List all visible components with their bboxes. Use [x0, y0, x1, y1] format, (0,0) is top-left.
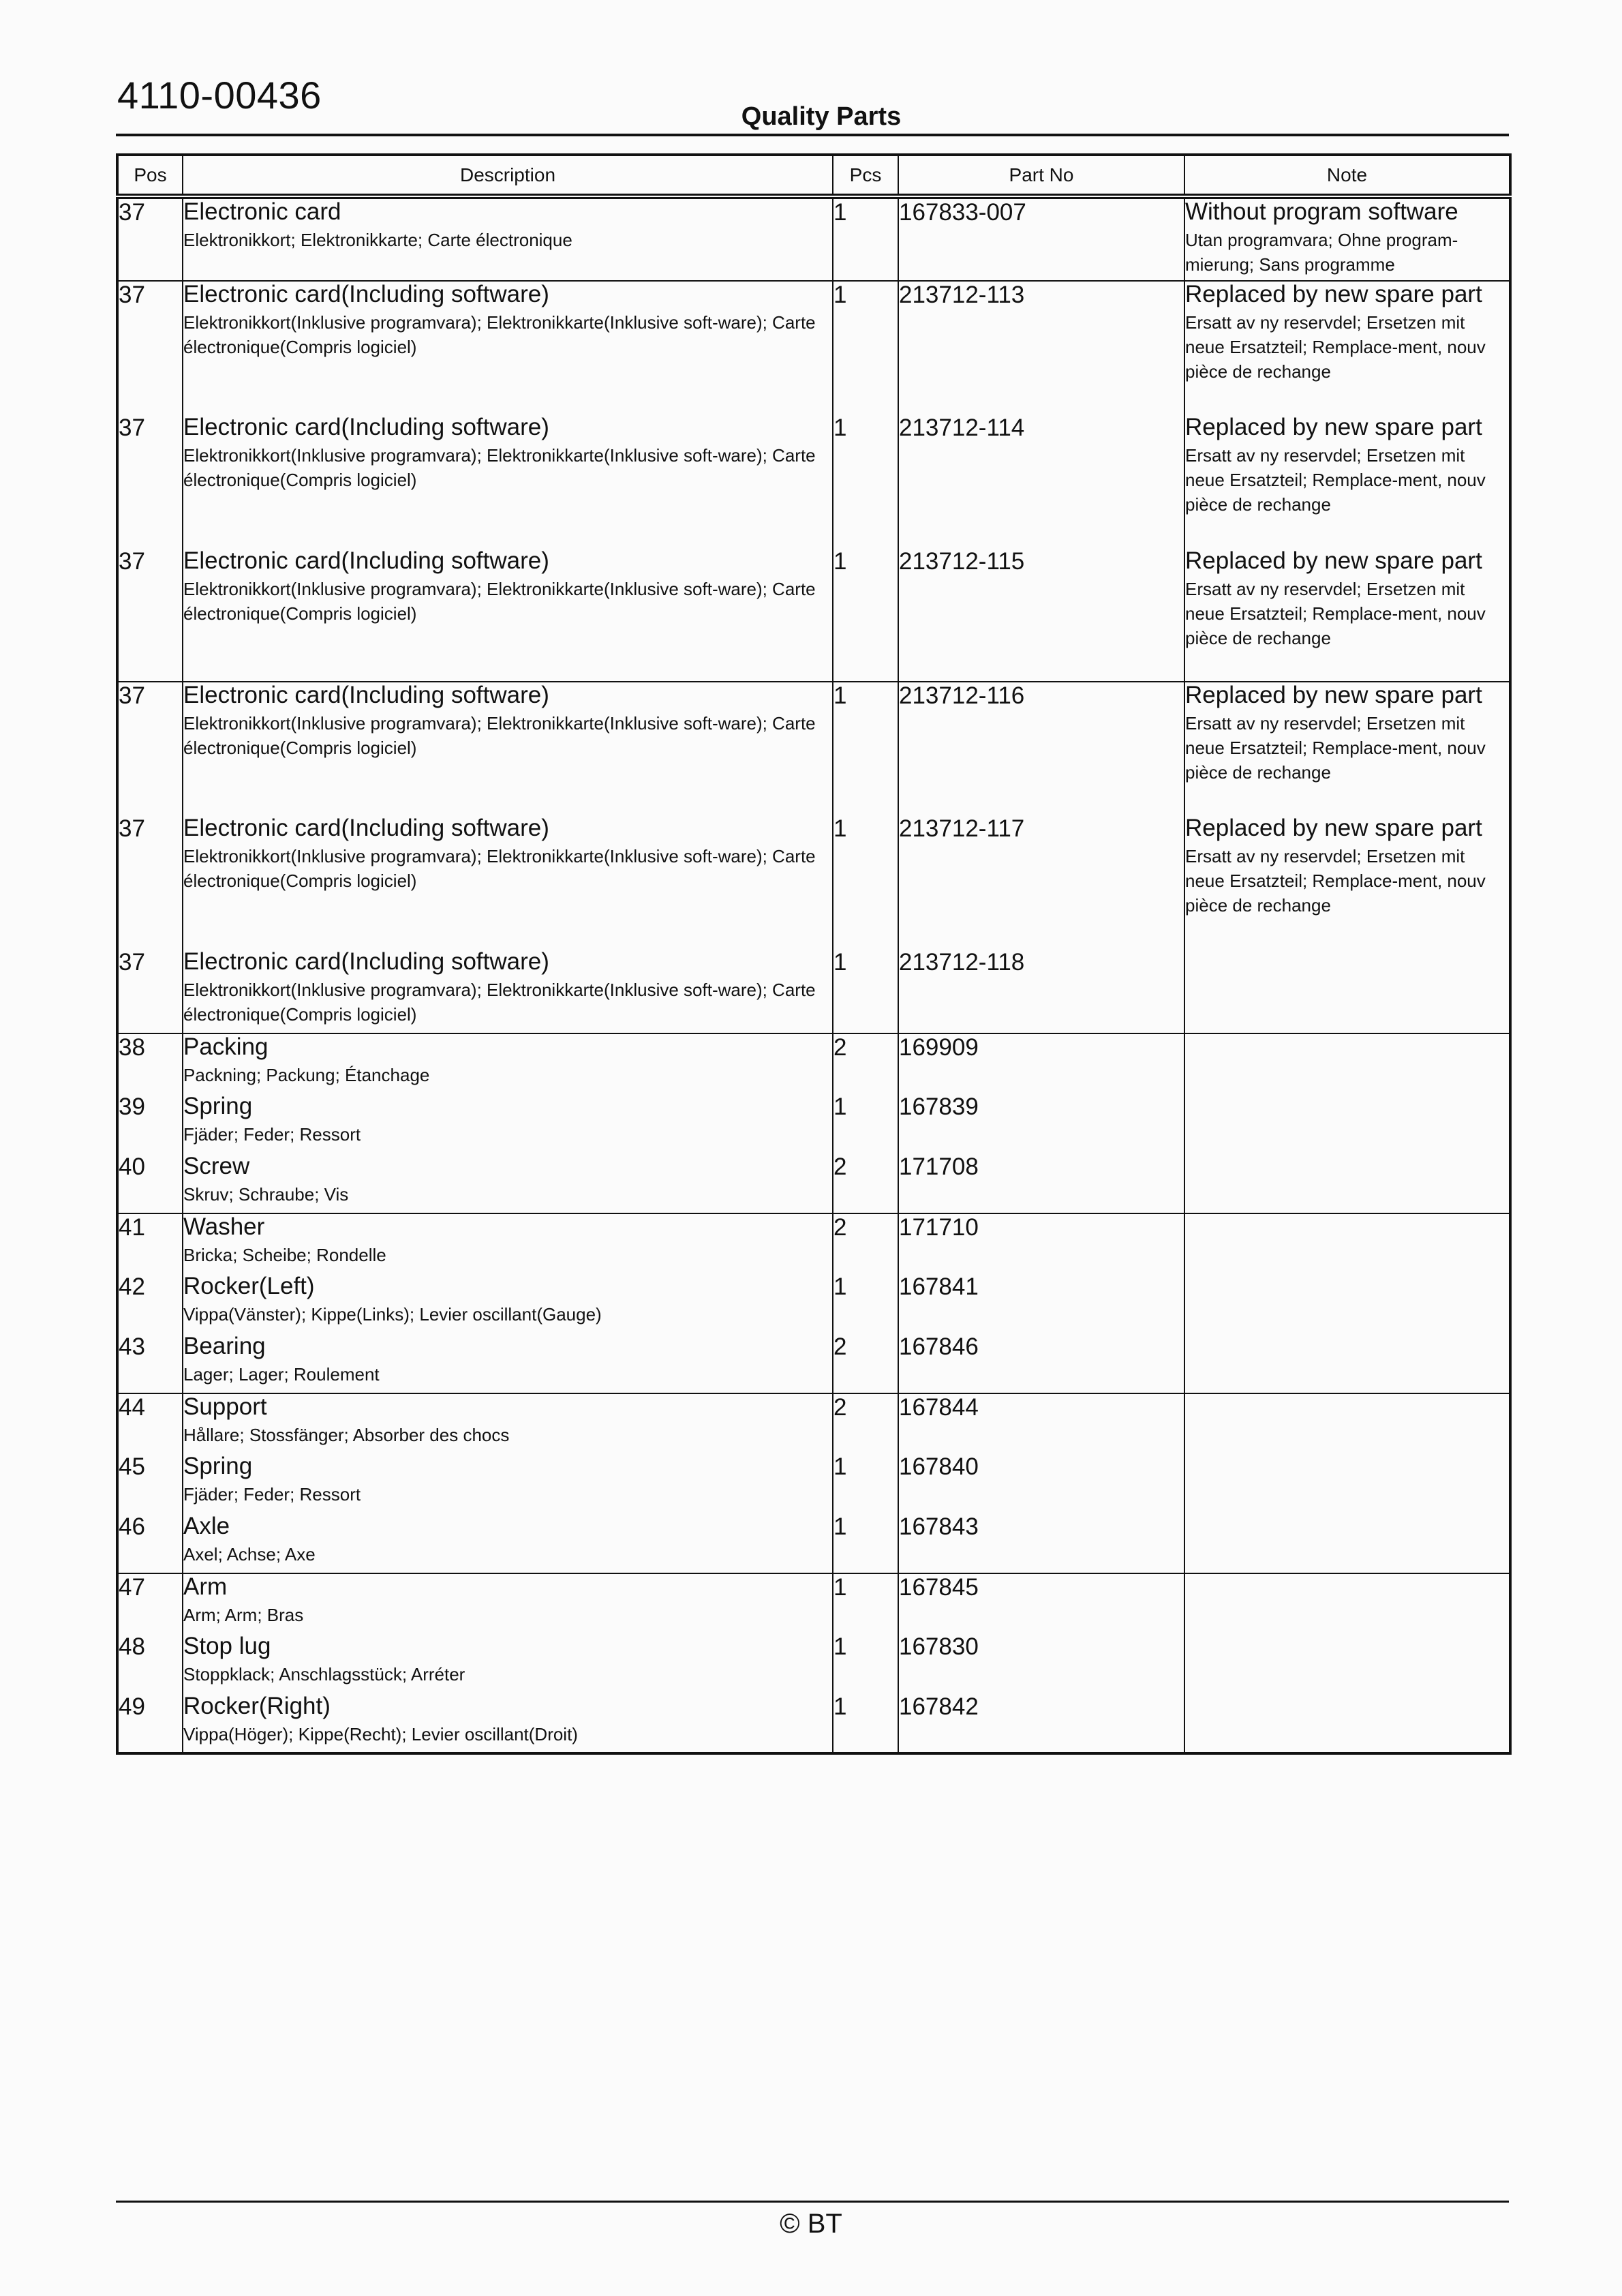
column-header-note: Note	[1184, 155, 1510, 196]
cell-pcs: 1	[833, 815, 898, 949]
part-name: Bearing	[183, 1333, 266, 1359]
cell-pos: 41	[117, 1213, 183, 1273]
note-text: Replaced by new spare part	[1185, 815, 1482, 841]
cell-description	[183, 1513, 833, 1573]
cell-pcs: 2	[833, 1153, 898, 1213]
part-name: Spring	[183, 1453, 253, 1479]
parts-table	[116, 153, 1512, 1755]
cell-pcs: 1	[833, 949, 898, 1033]
footer-divider	[116, 2201, 1509, 2203]
table-row	[117, 1033, 1510, 1093]
note-translations: Ersatt av ny reservdel; Ersetzen mit neue Ersatzteil; Remplace-ment, nouv pièce de rechange	[1185, 713, 1486, 783]
table-row	[117, 1633, 1510, 1693]
cell-pos: 44	[117, 1393, 183, 1453]
table-row	[117, 1573, 1510, 1633]
copyright: © BT	[780, 2209, 842, 2239]
part-name: Packing	[183, 1033, 269, 1060]
cell-note	[1184, 1033, 1510, 1093]
cell-part-no: 167833-007	[898, 196, 1184, 281]
cell-note	[1184, 682, 1510, 815]
cell-note	[1184, 815, 1510, 949]
cell-pos: 38	[117, 1033, 183, 1093]
parts-table-body	[117, 196, 1510, 1753]
cell-part-no: 167842	[898, 1693, 1184, 1753]
cell-note	[1184, 196, 1510, 281]
cell-part-no: 213712-117	[898, 815, 1184, 949]
cell-pcs: 1	[833, 548, 898, 682]
document-number: 4110-00436	[117, 74, 322, 117]
cell-pos: 40	[117, 1153, 183, 1213]
cell-pcs: 2	[833, 1213, 898, 1273]
cell-note	[1184, 1693, 1510, 1753]
cell-description	[183, 1273, 833, 1333]
cell-description	[183, 815, 833, 949]
part-name: Axle	[183, 1513, 230, 1539]
table-row	[117, 682, 1510, 815]
cell-pcs: 1	[833, 1093, 898, 1153]
cell-pos: 37	[117, 815, 183, 949]
part-name: Support	[183, 1393, 267, 1420]
cell-note	[1184, 548, 1510, 682]
part-translations: Hållare; Stossfänger; Absorber des chocs	[183, 1425, 510, 1445]
table-row	[117, 1213, 1510, 1273]
cell-part-no: 167839	[898, 1093, 1184, 1153]
part-translations: Vippa(Vänster); Kippe(Links); Levier oscillant(Gauge)	[183, 1304, 602, 1325]
header-divider	[116, 134, 1509, 136]
table-row	[117, 1093, 1510, 1153]
cell-description	[183, 949, 833, 1033]
part-translations: Axel; Achse; Axe	[183, 1544, 316, 1565]
cell-part-no: 167841	[898, 1273, 1184, 1333]
part-name: Washer	[183, 1213, 265, 1240]
cell-description	[183, 1153, 833, 1213]
table-row	[117, 414, 1510, 548]
part-name: Stop lug	[183, 1633, 271, 1659]
cell-pcs: 1	[833, 1573, 898, 1633]
table-header-row	[117, 155, 1510, 196]
cell-description	[183, 1573, 833, 1633]
part-translations: Packning; Packung; Étanchage	[183, 1065, 430, 1085]
cell-note	[1184, 1333, 1510, 1393]
note-translations: Utan programvara; Ohne program-mierung; Sans programme	[1185, 230, 1458, 275]
cell-note	[1184, 1633, 1510, 1693]
note-translations: Ersatt av ny reservdel; Ersetzen mit neue Ersatzteil; Remplace-ment, nouv pièce de rechange	[1185, 846, 1486, 916]
part-translations: Elektronikkort(Inklusive programvara); Elektronikkarte(Inklusive soft-ware); Carte électronique(Compris logiciel)	[183, 445, 816, 490]
note-text: Replaced by new spare part	[1185, 547, 1482, 574]
part-translations: Elektronikkort(Inklusive programvara); Elektronikkarte(Inklusive soft-ware); Carte électronique(Compris logiciel)	[183, 579, 816, 624]
cell-note	[1184, 1093, 1510, 1153]
cell-part-no: 213712-115	[898, 548, 1184, 682]
note-translations: Ersatt av ny reservdel; Ersetzen mit neue Ersatzteil; Remplace-ment, nouv pièce de rechange	[1185, 579, 1486, 648]
column-header-pcs: Pcs	[833, 155, 898, 196]
note-text: Replaced by new spare part	[1185, 281, 1482, 307]
cell-note	[1184, 1453, 1510, 1513]
part-translations: Elektronikkort(Inklusive programvara); Elektronikkarte(Inklusive soft-ware); Carte électronique(Compris logiciel)	[183, 846, 816, 891]
part-name: Screw	[183, 1153, 250, 1179]
cell-part-no: 167843	[898, 1513, 1184, 1573]
part-name: Rocker(Left)	[183, 1273, 315, 1299]
note-translations: Ersatt av ny reservdel; Ersetzen mit neue Ersatzteil; Remplace-ment, nouv pièce de rechange	[1185, 312, 1486, 382]
table-row	[117, 1453, 1510, 1513]
cell-note	[1184, 1573, 1510, 1633]
part-translations: Elektronikkort; Elektronikkarte; Carte électronique	[183, 230, 572, 250]
cell-description	[183, 1453, 833, 1513]
cell-pos: 42	[117, 1273, 183, 1333]
cell-note	[1184, 1153, 1510, 1213]
table-row	[117, 1513, 1510, 1573]
cell-pos: 37	[117, 414, 183, 548]
cell-pcs: 1	[833, 196, 898, 281]
cell-note	[1184, 1213, 1510, 1273]
cell-description	[183, 1633, 833, 1693]
note-text: Replaced by new spare part	[1185, 414, 1482, 440]
part-translations: Fjäder; Feder; Ressort	[183, 1124, 361, 1145]
cell-part-no: 167845	[898, 1573, 1184, 1633]
cell-description	[183, 1093, 833, 1153]
table-row	[117, 281, 1510, 414]
note-translations: Ersatt av ny reservdel; Ersetzen mit neue Ersatzteil; Remplace-ment, nouv pièce de rechange	[1185, 445, 1486, 515]
table-row	[117, 196, 1510, 281]
table-row	[117, 548, 1510, 682]
cell-description	[183, 414, 833, 548]
cell-part-no: 167844	[898, 1393, 1184, 1453]
table-row	[117, 1333, 1510, 1393]
part-translations: Vippa(Höger); Kippe(Recht); Levier oscillant(Droit)	[183, 1724, 578, 1744]
part-name: Electronic card(Including software)	[183, 547, 549, 574]
cell-part-no: 167846	[898, 1333, 1184, 1393]
part-name: Spring	[183, 1093, 253, 1119]
part-name: Electronic card(Including software)	[183, 948, 549, 975]
cell-part-no: 169909	[898, 1033, 1184, 1093]
cell-description	[183, 1213, 833, 1273]
cell-part-no: 171710	[898, 1213, 1184, 1273]
column-header-part-no: Part No	[898, 155, 1184, 196]
part-name: Electronic card(Including software)	[183, 414, 549, 440]
cell-pos: 39	[117, 1093, 183, 1153]
cell-pos: 45	[117, 1453, 183, 1513]
cell-description	[183, 1393, 833, 1453]
column-header-description: Description	[183, 155, 833, 196]
table-row	[117, 815, 1510, 949]
part-translations: Bricka; Scheibe; Rondelle	[183, 1245, 386, 1265]
cell-pcs: 1	[833, 1513, 898, 1573]
cell-pos: 37	[117, 281, 183, 414]
cell-description	[183, 281, 833, 414]
cell-part-no: 167840	[898, 1453, 1184, 1513]
part-translations: Elektronikkort(Inklusive programvara); Elektronikkarte(Inklusive soft-ware); Carte électronique(Compris logiciel)	[183, 713, 816, 758]
cell-pcs: 1	[833, 682, 898, 815]
cell-pos: 37	[117, 949, 183, 1033]
cell-pcs: 2	[833, 1393, 898, 1453]
page-title: Quality Parts	[741, 102, 902, 131]
cell-part-no: 213712-116	[898, 682, 1184, 815]
cell-pcs: 1	[833, 1693, 898, 1753]
cell-pos: 47	[117, 1573, 183, 1633]
column-header-pos: Pos	[117, 155, 183, 196]
part-translations: Arm; Arm; Bras	[183, 1605, 304, 1625]
cell-description	[183, 1033, 833, 1093]
cell-pcs: 2	[833, 1333, 898, 1393]
cell-note	[1184, 949, 1510, 1033]
cell-pcs: 1	[833, 1633, 898, 1693]
table-row	[117, 1393, 1510, 1453]
cell-description	[183, 682, 833, 815]
cell-pos: 48	[117, 1633, 183, 1693]
cell-pcs: 1	[833, 1453, 898, 1513]
part-name: Electronic card(Including software)	[183, 815, 549, 841]
cell-part-no: 213712-118	[898, 949, 1184, 1033]
part-name: Electronic card(Including software)	[183, 281, 549, 307]
cell-note	[1184, 1273, 1510, 1333]
table-row	[117, 1693, 1510, 1753]
cell-part-no: 167830	[898, 1633, 1184, 1693]
note-text: Without program software	[1185, 198, 1458, 225]
cell-pcs: 1	[833, 281, 898, 414]
cell-pcs: 1	[833, 1273, 898, 1333]
table-row	[117, 949, 1510, 1033]
table-row	[117, 1273, 1510, 1333]
cell-part-no: 171708	[898, 1153, 1184, 1213]
cell-pos: 37	[117, 548, 183, 682]
cell-pos: 46	[117, 1513, 183, 1573]
cell-pos: 37	[117, 682, 183, 815]
part-name: Arm	[183, 1573, 228, 1600]
table-row	[117, 1153, 1510, 1213]
part-translations: Lager; Lager; Roulement	[183, 1364, 380, 1385]
part-translations: Stoppklack; Anschlagsstück; Arréter	[183, 1664, 465, 1685]
cell-description	[183, 548, 833, 682]
cell-note	[1184, 281, 1510, 414]
cell-pcs: 2	[833, 1033, 898, 1093]
part-name: Electronic card(Including software)	[183, 682, 549, 708]
cell-description	[183, 1333, 833, 1393]
cell-part-no: 213712-114	[898, 414, 1184, 548]
cell-note	[1184, 414, 1510, 548]
note-text: Replaced by new spare part	[1185, 682, 1482, 708]
cell-note	[1184, 1393, 1510, 1453]
cell-pcs: 1	[833, 414, 898, 548]
cell-pos: 43	[117, 1333, 183, 1393]
part-translations: Fjäder; Feder; Ressort	[183, 1484, 361, 1505]
cell-description	[183, 1693, 833, 1753]
cell-note	[1184, 1513, 1510, 1573]
part-name: Electronic card	[183, 198, 341, 225]
cell-pos: 37	[117, 196, 183, 281]
part-translations: Elektronikkort(Inklusive programvara); Elektronikkarte(Inklusive soft-ware); Carte électronique(Compris logiciel)	[183, 980, 816, 1025]
part-translations: Skruv; Schraube; Vis	[183, 1184, 349, 1205]
cell-description	[183, 196, 833, 281]
part-translations: Elektronikkort(Inklusive programvara); Elektronikkarte(Inklusive soft-ware); Carte électronique(Compris logiciel)	[183, 312, 816, 357]
cell-part-no: 213712-113	[898, 281, 1184, 414]
cell-pos: 49	[117, 1693, 183, 1753]
part-name: Rocker(Right)	[183, 1693, 331, 1719]
